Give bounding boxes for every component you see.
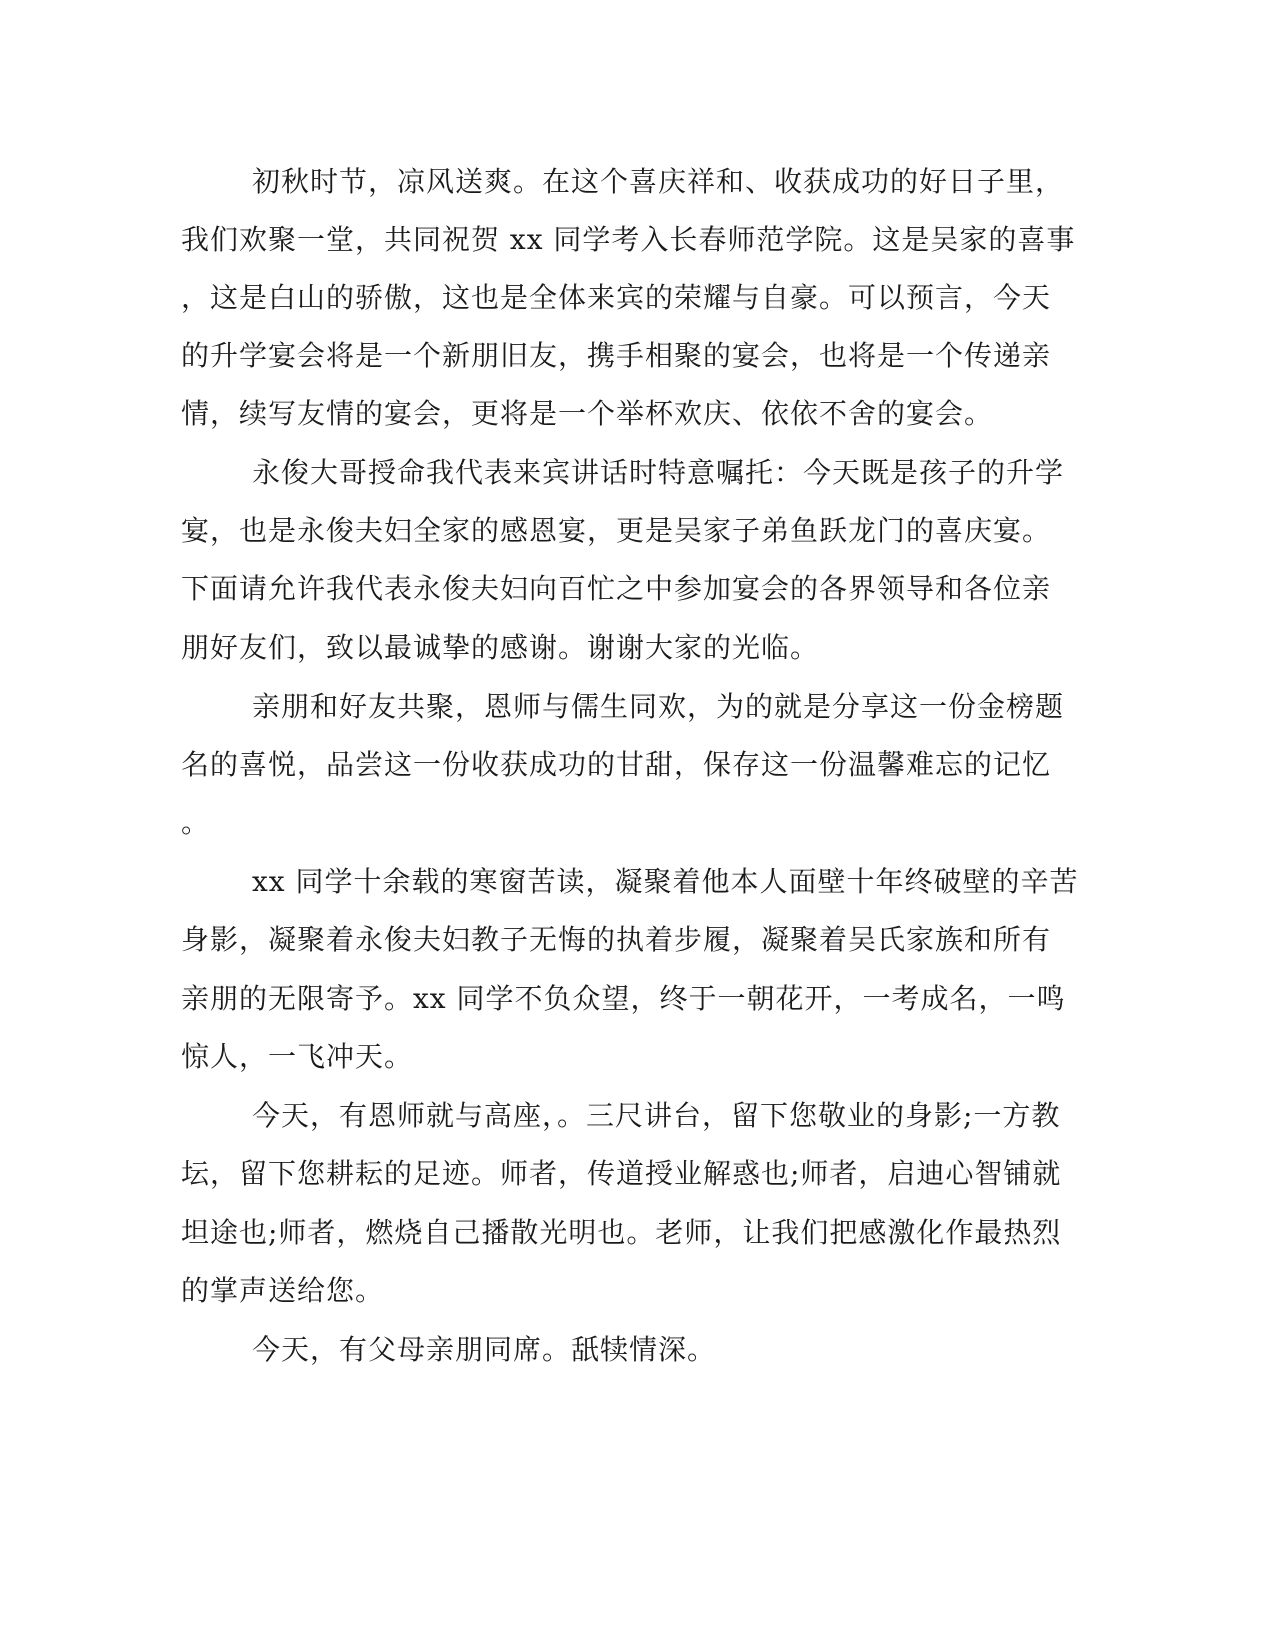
text-line-2: 我们欢聚一堂，共同祝贺 xx 同学考入长春师范学院。这是吴家的喜事 [181,223,1076,256]
text-line-19: 坦途也;师者，燃烧自己播散光明也。老师，让我们把感激化作最热烈 [181,1216,1062,1249]
text-line-17: 今天，有恩师就与高座，。三尺讲台，留下您敬业的身影;一方教 [252,1099,1061,1132]
text-line-1: 初秋时节，凉风送爽。在这个喜庆祥和、收获成功的好日子里， [252,165,1065,198]
text-line-21: 今天，有父母亲朋同席。舐犊情深。 [252,1333,717,1366]
text-line-12: 。 [181,806,211,839]
text-line-4: 的升学宴会将是一个新朋旧友，携手相聚的宴会，也将是一个传递亲 [181,339,1052,372]
text-line-9: 朋好友们，致以最诚挚的感谢。谢谢大家的光临。 [181,631,820,664]
text-line-18: 坛，留下您耕耘的足迹。师者，传道授业解惑也;师者，启迪心智铺就 [181,1157,1062,1190]
text-line-16: 惊人，一飞冲天。 [181,1040,414,1073]
text-line-13: xx 同学十余载的寒窗苦读，凝聚着他本人面壁十年终破壁的辛苦 [252,865,1079,898]
text-line-3: ，这是白山的骄傲，这也是全体来宾的荣耀与自豪。可以预言，今天 [181,281,1052,314]
text-line-5: 情，续写友情的宴会，更将是一个举杯欢庆、依依不舍的宴会。 [181,397,994,430]
text-line-15: 亲朋的无限寄予。xx 同学不负众望，终于一朝花开，一考成名，一鸣 [181,982,1066,1015]
text-line-6: 永俊大哥授命我代表来宾讲话时特意嘱托：今天既是孩子的升学 [252,456,1065,489]
text-line-14: 身影，凝聚着永俊夫妇教子无悔的执着步履，凝聚着吴氏家族和所有 [181,923,1052,956]
text-line-11: 名的喜悦，品尝这一份收获成功的甘甜，保存这一份温馨难忘的记忆 [181,748,1052,781]
text-line-8: 下面请允许我代表永俊夫妇向百忙之中参加宴会的各界领导和各位亲 [181,572,1052,605]
text-line-10: 亲朋和好友共聚，恩师与儒生同欢，为的就是分享这一份金榜题 [252,690,1065,723]
text-line-20: 的掌声送给您。 [181,1274,385,1307]
text-line-7: 宴，也是永俊夫妇全家的感恩宴，更是吴家子弟鱼跃龙门的喜庆宴。 [181,514,1052,547]
